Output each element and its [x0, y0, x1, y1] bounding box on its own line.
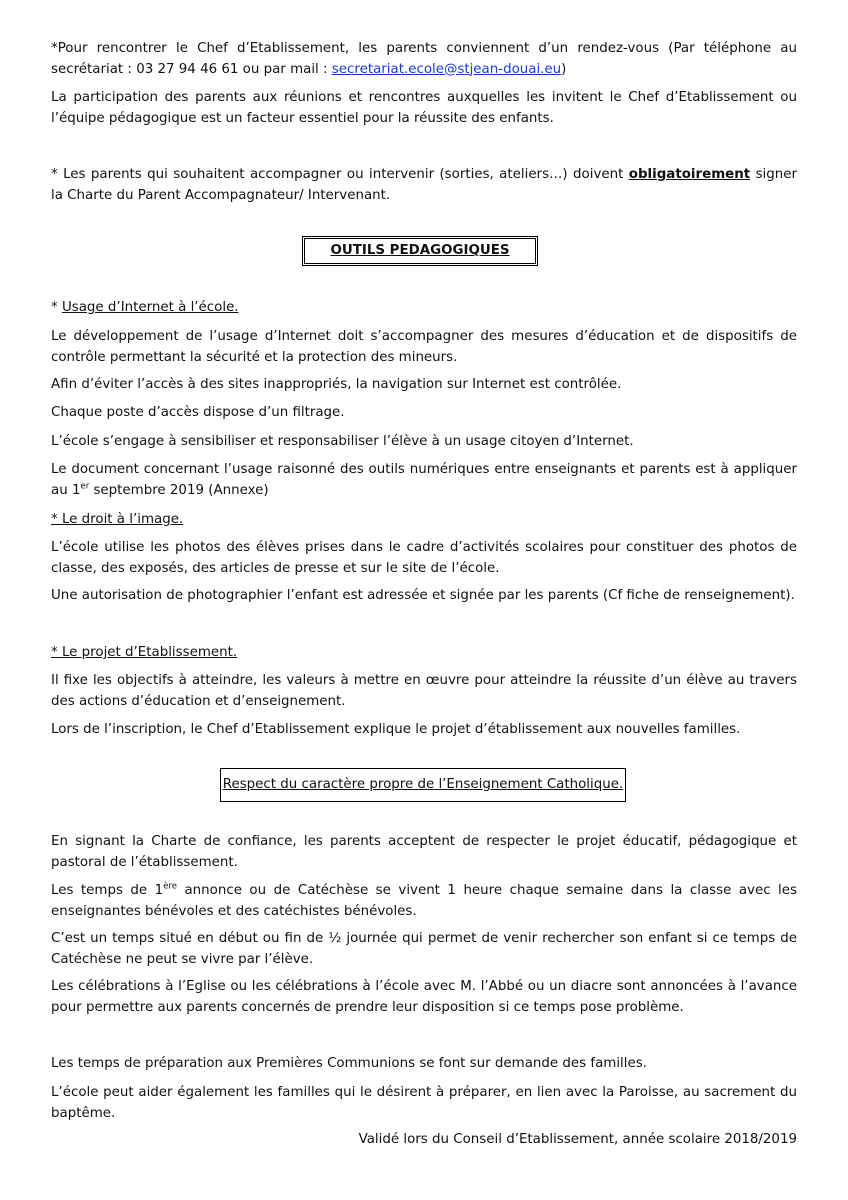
projet-paragraph-1: Il fixe les objectifs à atteindre, les valeurs à mettre en œuvre pour atteindre la réussite d’un élève au travers des actions d’éducation et d’enseignement. — [51, 673, 797, 709]
outils-heading-box — [302, 236, 538, 266]
image-title: * Le droit à l’image. — [51, 512, 184, 527]
respect-p2-text: Les temps de 1 — [51, 883, 164, 898]
respect-p2-text-end: annonce ou de Catéchèse se vivent 1 heure chaque semaine dans la classe avec les enseignantes bénévoles et des catéchistes bénévoles. — [51, 883, 797, 919]
respect-paragraph-5: Les temps de préparation aux Premières Communions se font sur demande des familles. — [51, 1056, 647, 1071]
internet-paragraph-3: Chaque poste d’accès dispose d’un filtrage. — [51, 405, 345, 420]
rendezvous-close: ) — [561, 61, 567, 77]
image-paragraph-2: Une autorisation de photographier l’enfant est adressée et signée par les parents (Cf fiche de renseignement). — [51, 588, 795, 603]
internet-paragraph-1: Le développement de l’usage d’Internet doit s’accompagner des mesures d’éducation et de dispositifs de contrôle permettant la sécurité et la protection des mineurs. — [51, 329, 797, 365]
obligatoirement-emphasis: obligatoirement — [628, 167, 751, 182]
internet-p5-text: Le document concernant l’usage raisonné des outils numériques entre enseignants et parents est à appliquer au 1 — [51, 462, 797, 498]
image-paragraph-1: L’école utilise les photos des élèves prises dans le cadre d’activités scolaires pour constituer des photos de classe, des exposés, des articles de presse et sur le site de l’école. — [51, 540, 797, 576]
respect-heading: Respect du caractère propre de l’Enseignement Catholique. — [222, 777, 624, 792]
internet-p5-text-end: septembre 2019 (Annexe) — [89, 482, 269, 498]
respect-paragraph-2 — [51, 881, 797, 922]
superscript-er: er — [80, 481, 90, 492]
projet-title: * Le projet d’Etablissement. — [51, 645, 238, 660]
accompagnateur-text-end: signer la Charte du Parent Accompagnateur/ Intervenant. — [51, 167, 798, 203]
internet-paragraph-5 — [51, 460, 797, 501]
footer-validation: Validé lors du Conseil d’Etablissement, année scolaire 2018/2019 — [358, 1132, 797, 1147]
respect-paragraph-1: En signant la Charte de confiance, les parents acceptent de respecter le projet éducatif, pédagogique et pastoral de l’établissement. — [51, 834, 797, 870]
internet-paragraph-4: L’école s’engage à sensibiliser et responsabiliser l’élève à un usage citoyen d’Internet. — [51, 434, 634, 449]
email-link[interactable]: secretariat.ecole@stjean-douai.eu — [331, 61, 562, 77]
respect-paragraph-6: L’école peut aider également les familles qui le désirent à préparer, en lien avec la Paroisse, au sacrement du baptême. — [51, 1085, 797, 1121]
internet-paragraph-2: Afin d’éviter l’accès à des sites inappropriés, la navigation sur Internet est contrôlée. — [51, 377, 622, 392]
participation-paragraph: La participation des parents aux réunions et rencontres auxquelles les invitent le Chef d’Etablissement ou l’équipe pédagogique est un facteur essentiel pour la réussite des enfants. — [51, 90, 797, 126]
accompagnateur-text: * Les parents qui souhaitent accompagner ou intervenir (sorties, ateliers…) doivent — [51, 167, 629, 182]
respect-heading-box — [220, 768, 626, 802]
projet-paragraph-2: Lors de l’inscription, le Chef d’Etablissement explique le projet d’établissement aux nouvelles familles. — [51, 722, 741, 737]
outils-heading: OUTILS PEDAGOGIQUES — [330, 243, 510, 258]
accompagnateur-paragraph — [51, 165, 797, 206]
rendezvous-text: *Pour rencontrer le Chef d’Etablissement, les parents conviennent d’un rendez-vous (Par téléphone au secrétariat : 03 27 94 46 61 ou par mail : — [51, 41, 797, 77]
internet-star: * — [51, 300, 62, 315]
superscript-ere: ère — [163, 881, 177, 892]
internet-title — [51, 298, 797, 319]
respect-paragraph-3: C’est un temps situé en début ou fin de ½ journée qui permet de venir rechercher son enfant si ce temps de Catéchèse ne peut se vivre par l’élève. — [51, 931, 797, 967]
rendezvous-paragraph — [51, 39, 797, 80]
internet-title-text: Usage d’Internet à l’école. — [61, 300, 239, 315]
respect-paragraph-4: Les célébrations à l’Eglise ou les célébrations à l’école avec M. l’Abbé ou un diacre sont annoncées à l’avance pour permettre aux parents concernés de prendre leur disposition si ce temps pose problème. — [51, 979, 797, 1015]
